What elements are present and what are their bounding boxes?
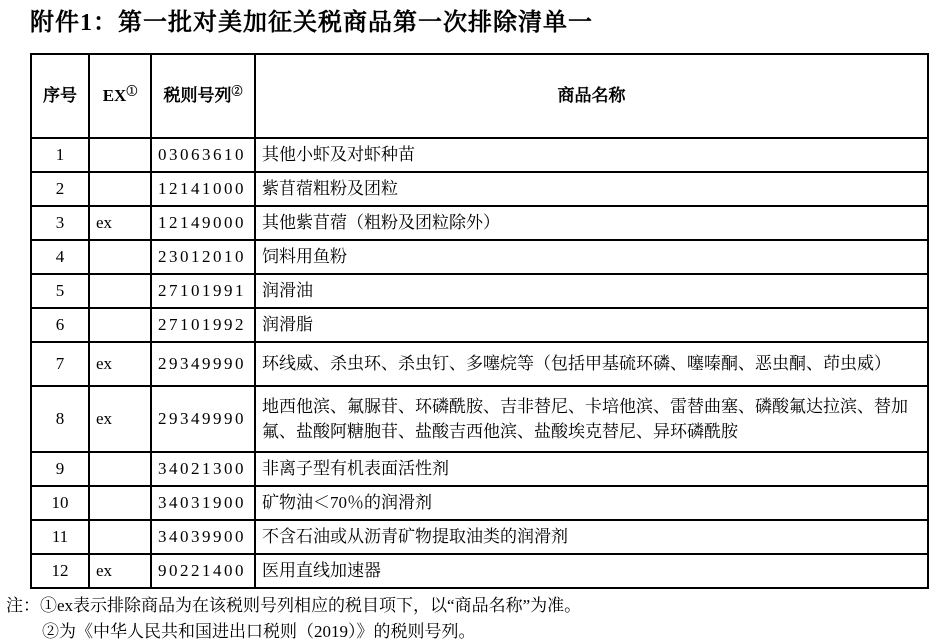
cell-name: 紫苜蓿粗粉及团粒 xyxy=(255,172,928,206)
cell-ex: ex xyxy=(89,386,151,452)
cell-ex xyxy=(89,240,151,274)
cell-name: 矿物油＜70％的润滑剂 xyxy=(255,486,928,520)
cell-code: 12141000 xyxy=(151,172,255,206)
table-row xyxy=(31,206,928,240)
cell-ex: ex xyxy=(89,342,151,386)
note-prefix: 注： xyxy=(6,596,40,616)
cell-ex xyxy=(89,308,151,342)
notes xyxy=(6,593,951,643)
table-row xyxy=(31,386,928,452)
header-ex-footnote-mark: ① xyxy=(126,85,138,98)
header-ex-label: EX xyxy=(102,86,127,106)
cell-name: 医用直线加速器 xyxy=(255,554,928,588)
cell-code: 03063610 xyxy=(151,138,255,172)
table-row xyxy=(31,274,928,308)
cell-ex xyxy=(89,452,151,486)
cell-index: 7 xyxy=(31,342,89,386)
cell-name: 润滑脂 xyxy=(255,308,928,342)
header-cell-ex xyxy=(89,54,151,138)
cell-code: 27101991 xyxy=(151,274,255,308)
cell-name: 地西他滨、氟脲苷、环磷酰胺、吉非替尼、卡培他滨、雷替曲塞、磷酸氟达拉滨、替加氟、盐酸阿糖胞苷、盐酸吉西他滨、盐酸埃克替尼、异环磷酰胺 xyxy=(255,386,928,452)
table-row xyxy=(31,520,928,554)
cell-index: 12 xyxy=(31,554,89,588)
cell-ex: ex xyxy=(89,206,151,240)
header-cell-name: 商品名称 xyxy=(255,54,928,138)
cell-ex xyxy=(89,486,151,520)
table-row xyxy=(31,452,928,486)
cell-ex: ex xyxy=(89,554,151,588)
cell-code: 23012010 xyxy=(151,240,255,274)
table-row xyxy=(31,308,928,342)
cell-code: 29349990 xyxy=(151,342,255,386)
cell-index: 2 xyxy=(31,172,89,206)
cell-code: 12149000 xyxy=(151,206,255,240)
table-body xyxy=(31,138,928,588)
table-header-row xyxy=(31,54,928,138)
table-row xyxy=(31,138,928,172)
cell-code: 27101992 xyxy=(151,308,255,342)
cell-ex xyxy=(89,274,151,308)
cell-index: 5 xyxy=(31,274,89,308)
cell-code: 34039900 xyxy=(151,520,255,554)
note-line-1 xyxy=(6,593,951,619)
cell-index: 11 xyxy=(31,520,89,554)
cell-code: 34031900 xyxy=(151,486,255,520)
cell-code: 34021300 xyxy=(151,452,255,486)
note-1-text: ①ex表示排除商品为在该税则号列相应的税目项下，以“商品名称”为准。 xyxy=(40,596,582,616)
cell-name: 润滑油 xyxy=(255,274,928,308)
cell-code: 90221400 xyxy=(151,554,255,588)
cell-name: 环线威、杀虫环、杀虫钉、多噻烷等（包括甲基硫环磷、噻嗪酮、恶虫酮、茚虫威） xyxy=(255,342,928,386)
cell-name: 饲料用鱼粉 xyxy=(255,240,928,274)
table-row xyxy=(31,342,928,386)
table-row xyxy=(31,486,928,520)
header-code-footnote-mark: ② xyxy=(231,85,243,98)
cell-name: 不含石油或从沥青矿物提取油类的润滑剂 xyxy=(255,520,928,554)
cell-name: 非离子型有机表面活性剂 xyxy=(255,452,928,486)
cell-ex xyxy=(89,172,151,206)
header-cell-index: 序号 xyxy=(31,54,89,138)
cell-index: 4 xyxy=(31,240,89,274)
cell-index: 6 xyxy=(31,308,89,342)
cell-ex xyxy=(89,520,151,554)
header-cell-code xyxy=(151,54,255,138)
cell-index: 9 xyxy=(31,452,89,486)
cell-index: 1 xyxy=(31,138,89,172)
cell-index: 8 xyxy=(31,386,89,452)
table-row xyxy=(31,172,928,206)
cell-name: 其他紫苜蓿（粗粉及团粒除外） xyxy=(255,206,928,240)
cell-name: 其他小虾及对虾种苗 xyxy=(255,138,928,172)
table-row xyxy=(31,240,928,274)
cell-index: 10 xyxy=(31,486,89,520)
cell-index: 3 xyxy=(31,206,89,240)
exclusion-list-table xyxy=(30,53,929,589)
cell-ex xyxy=(89,138,151,172)
cell-code: 29349990 xyxy=(151,386,255,452)
header-code-label: 税则号列 xyxy=(163,86,232,106)
page-title: 附件1：第一批对美加征关税商品第一次排除清单一 xyxy=(30,10,593,36)
table-row xyxy=(31,554,928,588)
note-line-2: ②为《中华人民共和国进出口税则（2019）》的税则号列。 xyxy=(42,621,476,641)
